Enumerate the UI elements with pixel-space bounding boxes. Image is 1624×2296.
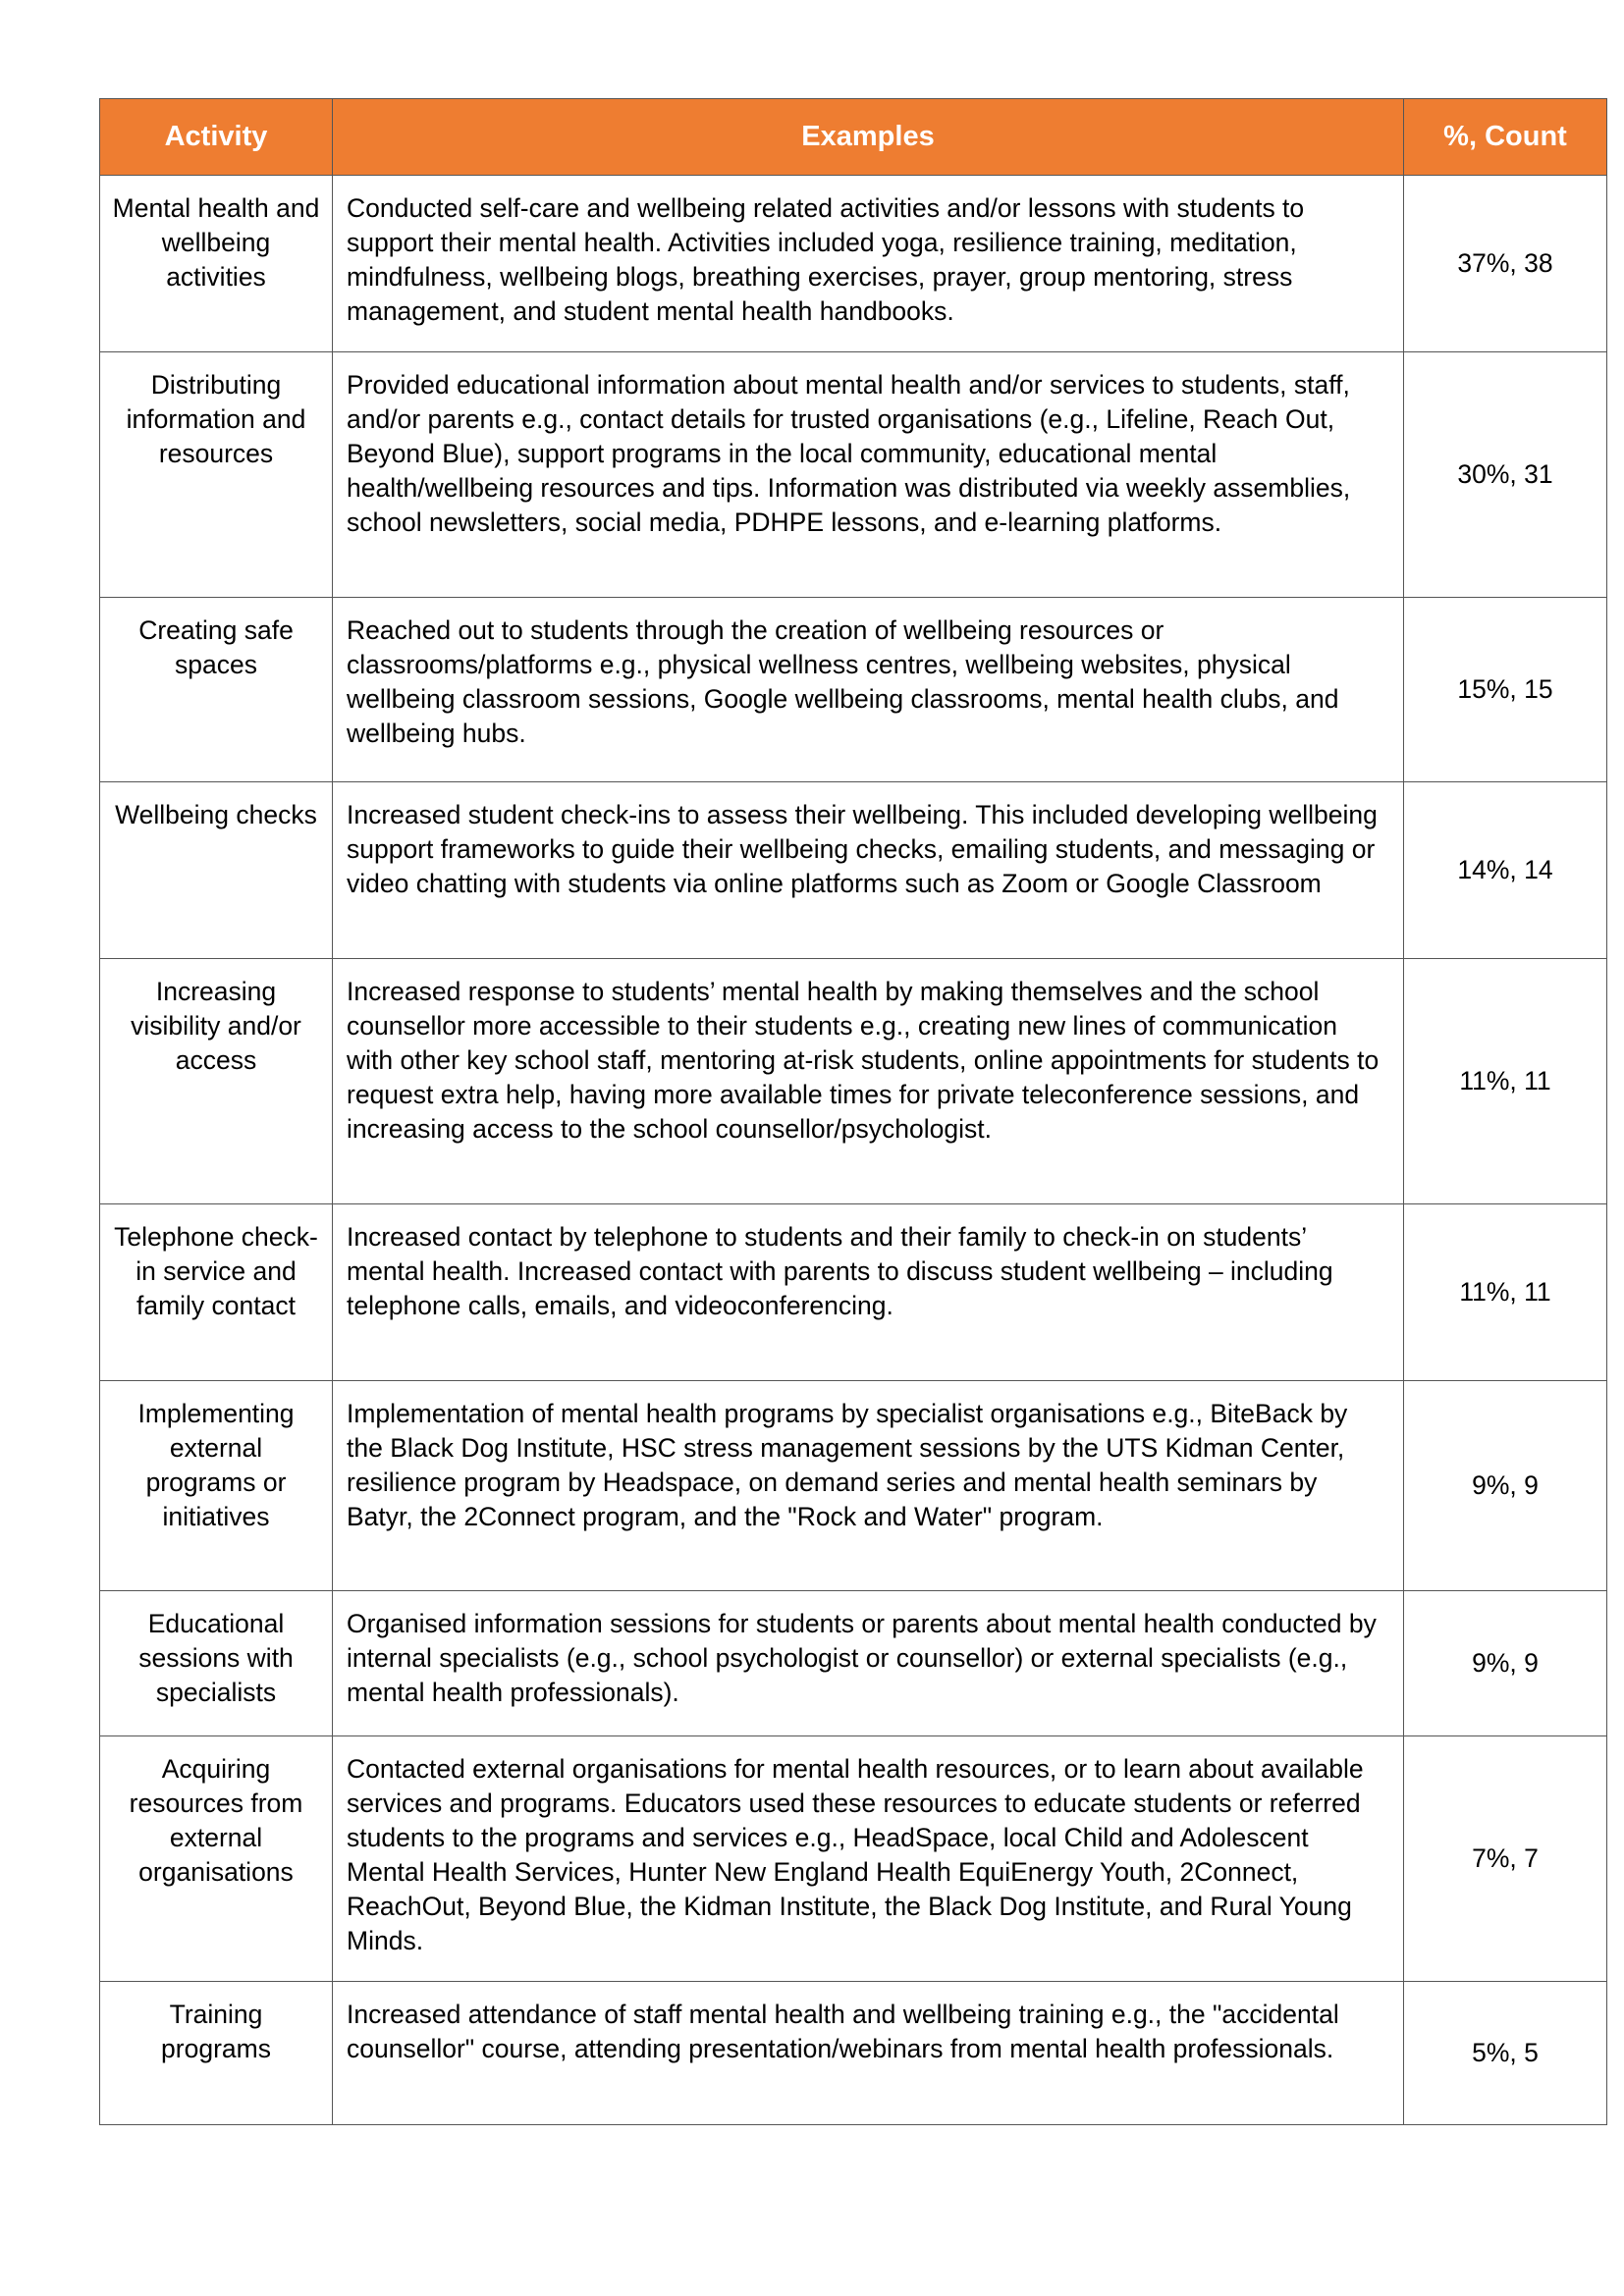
activity-cell: Acquiring resources from external organisations — [100, 1736, 333, 1982]
examples-cell: Increased attendance of staff mental health and wellbeing training e.g., the "accidental counsellor" course, attending presentation/webinars from mental health professionals. — [333, 1982, 1404, 2125]
table-row — [100, 598, 1607, 782]
table-row — [100, 1381, 1607, 1591]
examples-cell: Contacted external organisations for mental health resources, or to learn about available services and programs. Educators used these resources to educate students or referred students to the programs and services e.g., HeadSpace, local Child and Adolescent Mental Health Services, Hunter New England Health EquiEnergy Youth, 2Connect, ReachOut, Beyond Blue, the Kidman Institute, the Black Dog Institute, and Rural Young Minds. — [333, 1736, 1404, 1982]
table-row — [100, 1736, 1607, 1982]
activity-cell: Telephone check-in service and family contact — [100, 1204, 333, 1381]
activity-cell: Increasing visibility and/or access — [100, 959, 333, 1204]
table-row — [100, 1591, 1607, 1736]
table-row — [100, 176, 1607, 352]
count-cell: 7%, 7 — [1404, 1736, 1607, 1982]
examples-cell: Implementation of mental health programs by specialist organisations e.g., BiteBack by the Black Dog Institute, HSC stress management sessions by the UTS Kidman Center, resilience program by Headspace, on demand series and mental health seminars by Batyr, the 2Connect program, and the "Rock and Water" program. — [333, 1381, 1404, 1591]
count-cell: 9%, 9 — [1404, 1591, 1607, 1736]
count-cell: 30%, 31 — [1404, 352, 1607, 598]
examples-cell: Increased response to students’ mental health by making themselves and the school counsellor more accessible to their students e.g., creating new lines of communication with other key school staff, mentoring at-risk students, online appointments for students to request extra help, having more available times for private teleconference sessions, and increasing access to the school counsellor/psychologist. — [333, 959, 1404, 1204]
count-cell: 15%, 15 — [1404, 598, 1607, 782]
table-row — [100, 959, 1607, 1204]
header-activity: Activity — [100, 99, 333, 176]
activity-cell: Educational sessions with specialists — [100, 1591, 333, 1736]
table-row — [100, 352, 1607, 598]
activity-cell: Wellbeing checks — [100, 782, 333, 959]
activity-cell: Implementing external programs or initiatives — [100, 1381, 333, 1591]
examples-cell: Increased contact by telephone to students and their family to check-in on students’ mental health. Increased contact with parents to discuss student wellbeing – including telephone calls, emails, and videoconferencing. — [333, 1204, 1404, 1381]
examples-cell: Increased student check-ins to assess their wellbeing. This included developing wellbeing support frameworks to guide their wellbeing checks, emailing students, and messaging or video chatting with students via online platforms such as Zoom or Google Classroom — [333, 782, 1404, 959]
count-cell: 5%, 5 — [1404, 1982, 1607, 2125]
examples-cell: Reached out to students through the creation of wellbeing resources or classrooms/platforms e.g., physical wellness centres, wellbeing websites, physical wellbeing classroom sessions, Google wellbeing classrooms, mental health clubs, and wellbeing hubs. — [333, 598, 1404, 782]
activity-cell: Distributing information and resources — [100, 352, 333, 598]
examples-cell: Conducted self-care and wellbeing related activities and/or lessons with students to support their mental health. Activities included yoga, resilience training, meditation, mindfulness, wellbeing blogs, breathing exercises, prayer, group mentoring, stress management, and student mental health handbooks. — [333, 176, 1404, 352]
activity-cell: Creating safe spaces — [100, 598, 333, 782]
count-cell: 11%, 11 — [1404, 959, 1607, 1204]
activity-cell: Mental health and wellbeing activities — [100, 176, 333, 352]
count-cell: 11%, 11 — [1404, 1204, 1607, 1381]
table-row — [100, 782, 1607, 959]
header-row — [100, 99, 1607, 176]
count-cell: 9%, 9 — [1404, 1381, 1607, 1591]
header-examples: Examples — [333, 99, 1404, 176]
activity-cell: Training programs — [100, 1982, 333, 2125]
table-row — [100, 1204, 1607, 1381]
examples-cell: Organised information sessions for students or parents about mental health conducted by internal specialists (e.g., school psychologist or counsellor) or external specialists (e.g., mental health professionals). — [333, 1591, 1404, 1736]
count-cell: 14%, 14 — [1404, 782, 1607, 959]
examples-cell: Provided educational information about mental health and/or services to students, staff, and/or parents e.g., contact details for trusted organisations (e.g., Lifeline, Reach Out, Beyond Blue), support programs in the local community, educational mental health/wellbeing resources and tips. Information was distributed via weekly assemblies, school newsletters, social media, PDHPE lessons, and e-learning platforms. — [333, 352, 1404, 598]
table-row — [100, 1982, 1607, 2125]
activities-table — [99, 98, 1607, 2125]
count-cell: 37%, 38 — [1404, 176, 1607, 352]
header-count: %, Count — [1404, 99, 1607, 176]
